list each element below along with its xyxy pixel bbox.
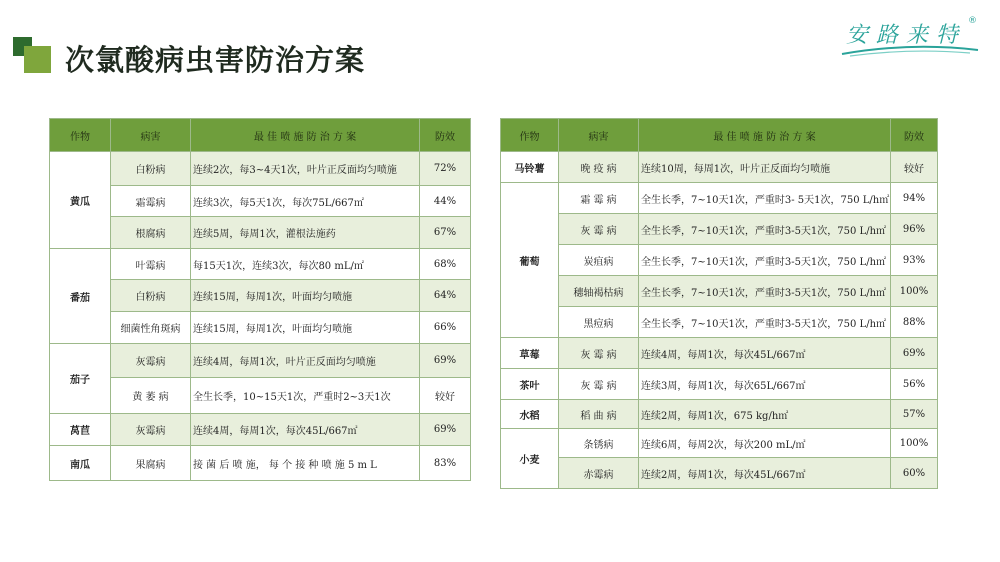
disease-cell: 灰霉病 [111,414,191,446]
disease-cell: 霜 霉 病 [559,183,639,214]
table-row [50,414,471,446]
plan-cell: 全生长季，7~10天1次，严重时3-5天1次，750 L/h㎡ [639,214,891,245]
crop-cell: 小麦 [501,429,559,489]
plan-cell: 连续4周，每周1次，每次45L/667㎡ [639,338,891,369]
table-row [501,245,938,276]
table-row [50,344,471,378]
brand-name: 安路来特 [846,23,967,48]
header-plan: 最 佳 喷 施 防 治 方 案 [191,119,420,152]
crop-cell: 茶叶 [501,369,559,400]
table-row [50,186,471,217]
brand-swoosh-icon [840,44,980,58]
plan-cell: 连续2次，每3~4天1次，叶片正反面均匀喷施 [191,152,420,186]
table-row [50,280,471,312]
header-effect: 防效 [420,119,471,152]
effect-cell: 64% [420,280,471,312]
plan-cell: 连续6周，每周2次，每次200 mL/㎡ [639,429,891,458]
effect-cell: 68% [420,249,471,280]
disease-cell: 穗轴褐枯病 [559,276,639,307]
right-treatment-table [500,118,938,489]
disease-cell: 灰 霉 病 [559,369,639,400]
registered-mark: ® [968,16,977,26]
plan-cell: 连续2周，每周1次，每次45L/667㎡ [639,458,891,489]
crop-cell: 草莓 [501,338,559,369]
plan-cell: 全生长季，7~10天1次，严重时3-5天1次，750 L/h㎡ [639,307,891,338]
plan-cell: 连续4周，每周1次，叶片正反面均匀喷施 [191,344,420,378]
table-header-row [50,119,471,152]
crop-cell: 葡萄 [501,183,559,338]
crop-cell: 水稻 [501,400,559,429]
table-row [501,152,938,183]
disease-cell: 稻 曲 病 [559,400,639,429]
disease-cell: 晚 疫 病 [559,152,639,183]
disease-cell: 霜霉病 [111,186,191,217]
disease-cell: 灰 霉 病 [559,214,639,245]
effect-cell: 83% [420,446,471,481]
disease-cell: 细菌性角斑病 [111,312,191,344]
disease-cell: 白粉病 [111,280,191,312]
plan-cell: 每15天1次，连续3次，每次80 mL/㎡ [191,249,420,280]
header-crop: 作物 [501,119,559,152]
disease-cell: 叶霉病 [111,249,191,280]
table-row [50,446,471,481]
table-row [501,429,938,458]
disease-cell: 果腐病 [111,446,191,481]
disease-cell: 黄 萎 病 [111,378,191,414]
table-row [50,378,471,414]
disease-cell: 炭疽病 [559,245,639,276]
logo-square-light [24,46,51,73]
table-row [501,276,938,307]
plan-cell: 连续15周，每周1次，叶面均匀喷施 [191,280,420,312]
table-row [501,183,938,214]
header-effect: 防效 [891,119,938,152]
disease-cell: 赤霉病 [559,458,639,489]
plan-cell: 连续3周，每周1次，每次65L/667㎡ [639,369,891,400]
effect-cell: 60% [891,458,938,489]
crop-cell: 马铃薯 [501,152,559,183]
table-row [50,249,471,280]
left-treatment-table [49,118,471,481]
header-disease: 病害 [111,119,191,152]
effect-cell: 57% [891,400,938,429]
disease-cell: 灰 霉 病 [559,338,639,369]
effect-cell: 56% [891,369,938,400]
header-crop: 作物 [50,119,111,152]
disease-cell: 根腐病 [111,217,191,249]
effect-cell: 96% [891,214,938,245]
crop-cell: 莴苣 [50,414,111,446]
table-header-row [501,119,938,152]
table-row [50,312,471,344]
header-plan: 最 佳 喷 施 防 治 方 案 [639,119,891,152]
plan-cell: 全生长季，7~10天1次，严重时3-5天1次，750 L/h㎡ [639,276,891,307]
plan-cell: 全生长季，10~15天1次，严重时2~3天1次 [191,378,420,414]
header-disease: 病害 [559,119,639,152]
effect-cell: 100% [891,429,938,458]
table-row [501,214,938,245]
disease-cell: 灰霉病 [111,344,191,378]
plan-cell: 连续5周，每周1次，灌根法施药 [191,217,420,249]
page-title: 次氯酸病虫害防治方案 [65,43,366,77]
plan-cell: 接 菌 后 喷 施， 每 个 接 种 喷 施 5 m L [191,446,420,481]
effect-cell: 88% [891,307,938,338]
plan-cell: 连续3次，每5天1次，每次75L/667㎡ [191,186,420,217]
disease-cell: 白粉病 [111,152,191,186]
crop-cell: 黄瓜 [50,152,111,249]
effect-cell: 66% [420,312,471,344]
table-row [501,338,938,369]
effect-cell: 44% [420,186,471,217]
effect-cell: 较好 [420,378,471,414]
effect-cell: 67% [420,217,471,249]
plan-cell: 连续4周，每周1次，每次45L/667㎡ [191,414,420,446]
crop-cell: 南瓜 [50,446,111,481]
plan-cell: 连续2周，每周1次，675 kg/h㎡ [639,400,891,429]
effect-cell: 93% [891,245,938,276]
effect-cell: 69% [420,344,471,378]
plan-cell: 连续10周，每周1次，叶片正反面均匀喷施 [639,152,891,183]
effect-cell: 69% [420,414,471,446]
crop-cell: 茄子 [50,344,111,414]
crop-cell: 番茄 [50,249,111,344]
effect-cell: 72% [420,152,471,186]
disease-cell: 条锈病 [559,429,639,458]
table-row [501,369,938,400]
table-row [50,217,471,249]
plan-cell: 连续15周，每周1次，叶面均匀喷施 [191,312,420,344]
table-row [501,458,938,489]
disease-cell: 黑痘病 [559,307,639,338]
effect-cell: 100% [891,276,938,307]
effect-cell: 较好 [891,152,938,183]
effect-cell: 94% [891,183,938,214]
table-row [50,152,471,186]
brand-logo [840,16,980,58]
table-row [501,400,938,429]
effect-cell: 69% [891,338,938,369]
plan-cell: 全生长季，7~10天1次，严重时3- 5天1次，750 L/h㎡ [639,183,891,214]
table-row [501,307,938,338]
plan-cell: 全生长季，7~10天1次，严重时3-5天1次，750 L/h㎡ [639,245,891,276]
